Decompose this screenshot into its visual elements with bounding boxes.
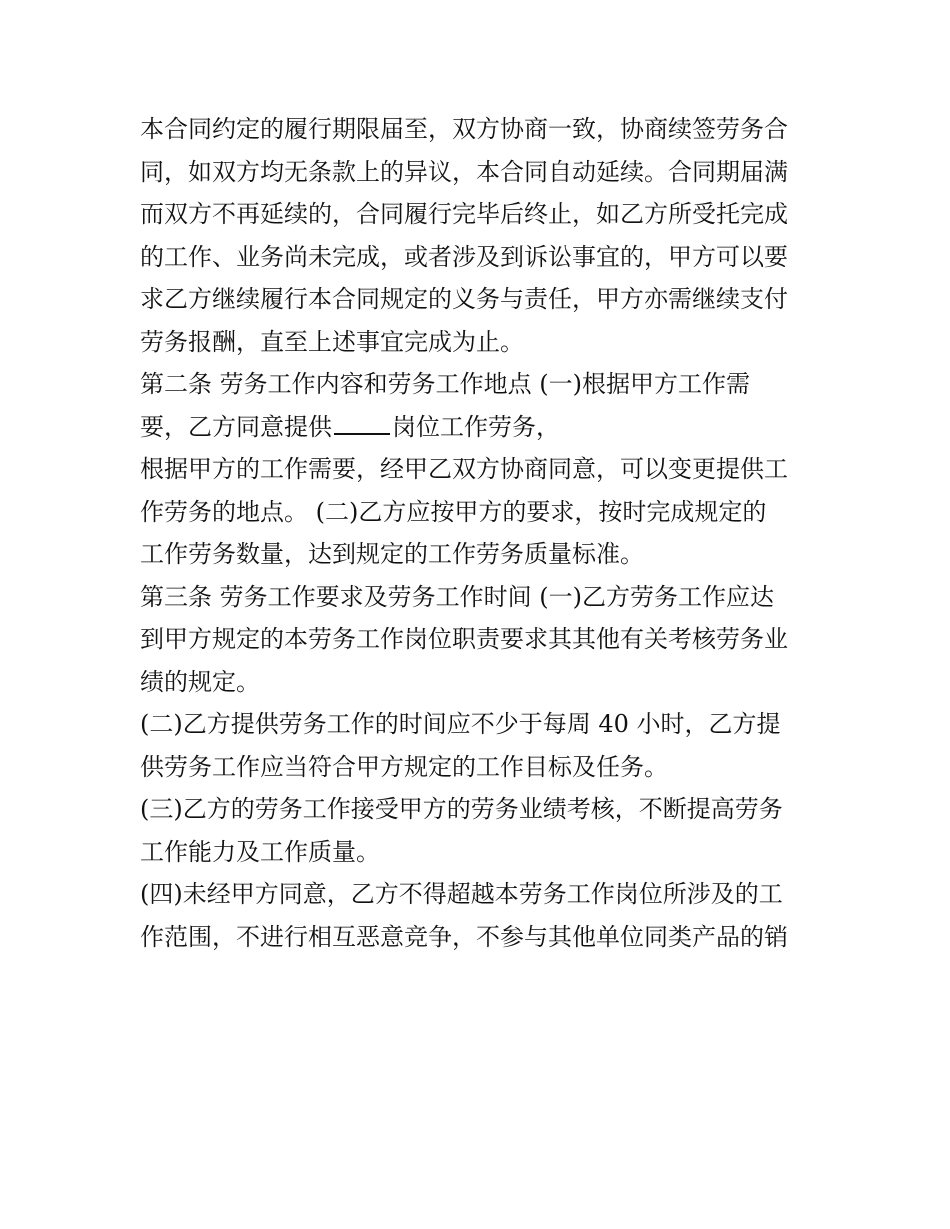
text-line: (三)乙方的劳务工作接受甲方的劳务业绩考核，不断提高劳务 <box>140 795 783 823</box>
text-line: (四)未经甲方同意，乙方不得超越本劳务工作岗位所涉及的工 <box>140 880 783 908</box>
text-line: 第二条 劳务工作内容和劳务工作地点 (一)根据甲方工作需 <box>140 370 750 398</box>
text-line: 工作劳务数量，达到规定的工作劳务质量标准。 <box>140 540 644 568</box>
text-line: 的工作、业务尚未完成，或者涉及到诉讼事宜的，甲方可以要 <box>140 242 788 271</box>
text-line: 而双方不再延续的，合同履行完毕后终止，如乙方所受托完成 <box>140 200 788 228</box>
text-fragment: 岗位工作劳务， <box>392 412 560 441</box>
text-line: 绩的规定。 <box>140 667 260 696</box>
paragraph-article-3 <box>140 576 820 704</box>
text-line: 同，如双方均无条款上的异议，本合同自动延续。合同期届满 <box>140 157 788 186</box>
paragraph-article-3-item-3 <box>140 788 820 873</box>
text-line: 供劳务工作应当符合甲方规定的工作目标及任务。 <box>140 752 668 781</box>
text-line: 作范围，不进行相互恶意竞争，不参与其他单位同类产品的销 <box>140 922 788 951</box>
text-line: 作劳务的地点。 (二)乙方应按甲方的要求，按时完成规定的 <box>140 497 767 526</box>
text-line: 第三条 劳务工作要求及劳务工作时间 (一)乙方劳务工作应达 <box>140 582 774 611</box>
paragraph-contract-renewal <box>140 108 820 363</box>
text-fragment: 要，乙方同意提供 <box>140 412 332 441</box>
text-line: 本合同约定的履行期限届至，双方协商一致，协商续签劳务合 <box>140 115 788 143</box>
text-line: 工作能力及工作质量。 <box>140 837 380 866</box>
text-line: 求乙方继续履行本合同规定的义务与责任，甲方亦需继续支付 <box>140 285 788 313</box>
paragraph-article-2 <box>140 363 820 448</box>
paragraph-article-3-item-4 <box>140 873 820 958</box>
text-line: 到甲方规定的本劳务工作岗位职责要求其其他有关考核劳务业 <box>140 625 788 653</box>
fill-in-blank <box>334 411 390 435</box>
text-line: 根据甲方的工作需要，经甲乙双方协商同意，可以变更提供工 <box>140 455 788 483</box>
paragraph-article-3-item-2 <box>140 703 820 788</box>
paragraph-article-2-continued <box>140 448 820 576</box>
document-body <box>140 108 820 958</box>
text-line: 劳务报酬，直至上述事宜完成为止。 <box>140 327 524 356</box>
text-line: (二)乙方提供劳务工作的时间应不少于每周 40 小时，乙方提 <box>140 710 781 738</box>
text-line-with-blank <box>140 406 820 449</box>
